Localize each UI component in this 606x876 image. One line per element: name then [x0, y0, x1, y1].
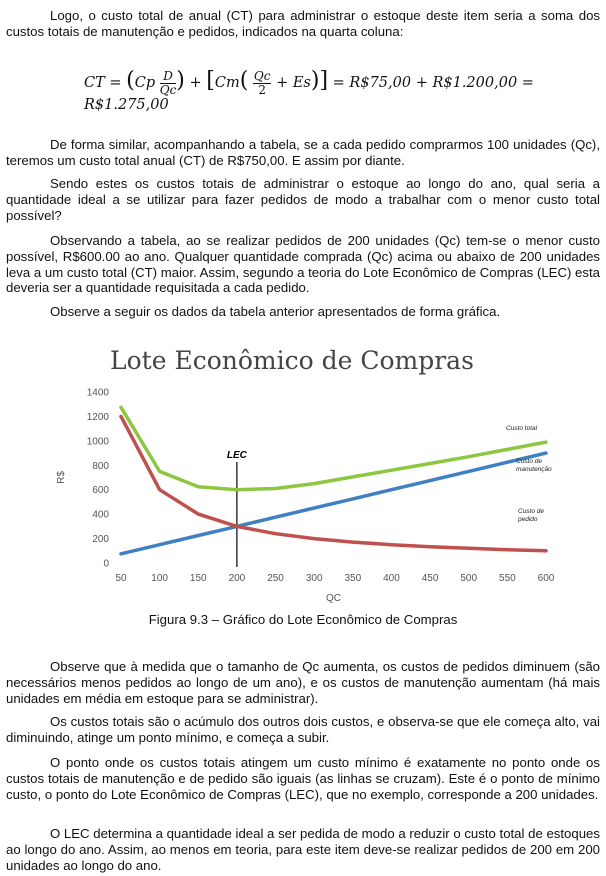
y-tick-label: 1200 [86, 411, 109, 423]
paragraph-5: Observe a seguir os dados da tabela anterior apresentados de forma gráfica. [50, 304, 501, 319]
series-label [516, 458, 552, 473]
lec-label: LEC [226, 450, 247, 461]
y-tick-label: 600 [92, 485, 109, 497]
y-axis-label: R$ [56, 471, 67, 484]
x-tick-label: 300 [305, 573, 323, 584]
y-tick-label: 0 [103, 558, 109, 570]
series-label [506, 425, 538, 432]
eq-denominator: Qc [159, 82, 177, 97]
x-tick-label: 250 [267, 573, 284, 584]
x-tick-label: 200 [228, 573, 246, 584]
paragraph-9: O LEC determina a quantidade ideal a ser pedida de modo a reduzir o custo total de estoques ao longo do ano. Assim, ao menos em teoria, para este item deve-se realizar pedidos de 200 em 200 unidades ao longo do ano. [6, 826, 600, 873]
eq-two: 2 [258, 82, 267, 97]
series-label-line: manutenção [516, 466, 552, 474]
series-label-line: Custo de [516, 458, 543, 466]
eq-qc-numerator: Qc [253, 68, 271, 83]
eq-cp: Cp [134, 75, 156, 91]
eq-rhs: = R$75,00 + R$1.200,00 = R$1.275,00 [84, 75, 534, 113]
paragraph-6: Observe que à medida que o tamanho de Qc aumenta, os custos de pedidos diminuem (são necessários menos pedidos ao longo de um ano), e os custos de manutenção aumentam (há mais unidades em média em estoque para se administrar). [6, 659, 600, 706]
y-tick-label: 400 [92, 509, 109, 521]
series-label-line: pedido [518, 515, 538, 523]
x-tick-label: 600 [537, 573, 555, 584]
x-tick-label: 50 [115, 573, 127, 584]
lec-chart [46, 340, 566, 605]
paragraph-1: Logo, o custo total de anual (CT) para administrar o estoque deste item seria a soma dos custos totais de manutenção e pedidos, indicados na quarta coluna: [6, 8, 600, 39]
eq-cm: Cm [214, 75, 240, 91]
x-axis-label: QC [326, 593, 341, 604]
x-tick-label: 150 [189, 573, 207, 584]
y-tick-label: 800 [92, 460, 109, 472]
chart-title: Lote Econômico de Compras [110, 346, 474, 375]
x-tick-label: 400 [383, 573, 400, 584]
series-line-custo-total [121, 407, 546, 489]
x-tick-label: 550 [499, 573, 516, 584]
eq-numerator: D [160, 70, 177, 84]
x-tick-label: 100 [151, 573, 168, 584]
series-label-line: Custo total [506, 425, 538, 433]
eq-es: + Es [276, 75, 311, 91]
series-line-custo-de-pedido [121, 416, 546, 550]
x-tick-label: 450 [421, 573, 439, 584]
paragraph-8: O ponto onde os custos totais atingem um custo mínimo é exatamente no ponto onde os custos totais de manutenção e de pedido são iguais (as linhas se cruzam). Este é o ponto de mínimo custo, o ponto do Lote Econômico de Compras (LEC), que no exemplo, corresponde a 200 unidades. [6, 755, 600, 802]
x-tick-label: 350 [344, 573, 362, 584]
equation: CT = (Cp $\frac{D}{Qc}$ ) + [Cm( $\frac{Qc}{2}$ + Es)] = R$75,00 + R$1.200,00 = R$1.275,00 [84, 68, 534, 113]
paragraph-7: Os custos totais são o acúmulo dos outros dois custos, e observa-se que ele começa alto, vai diminuindo, atinge um ponto mínimo, e começa a subir. [6, 714, 600, 745]
series-label [517, 508, 544, 523]
series-label-line: Custo de [518, 507, 545, 515]
figure-caption: Figura 9.3 – Gráfico do Lote Econômico de Compras [148, 612, 458, 627]
eq-lhs: CT = [84, 75, 122, 91]
y-tick-label: 200 [92, 534, 109, 546]
y-tick-label: 1000 [86, 436, 109, 448]
x-tick-label: 500 [460, 573, 478, 584]
paragraph-2: De forma similar, acompanhando a tabela, se a cada pedido comprarmos 100 unidades (Qc), teremos um custo total anual (CT) de R$750,00. E assim por diante. [6, 137, 600, 168]
paragraph-3: Sendo estes os custos totais de administrar o estoque ao longo do ano, qual seria a quantidade ideal a se utilizar para fazer pedidos de modo a trabalhar com o menor custo total possível? [6, 176, 600, 223]
y-tick-label: 1400 [86, 387, 109, 399]
paragraph-4: Observando a tabela, ao se realizar pedidos de 200 unidades (Qc) tem-se o menor custo possível, R$600.00 ao ano. Qualquer quantidade comprada (Qc) acima ou abaixo de 200 unidades leva a um custo total (CT) maior. Assim, segundo a teoria do Lote Econômico de Compras (LEC) esta deveria ser a quantidade requisitada a cada pedido. [6, 233, 600, 296]
chart-svg [46, 340, 566, 605]
